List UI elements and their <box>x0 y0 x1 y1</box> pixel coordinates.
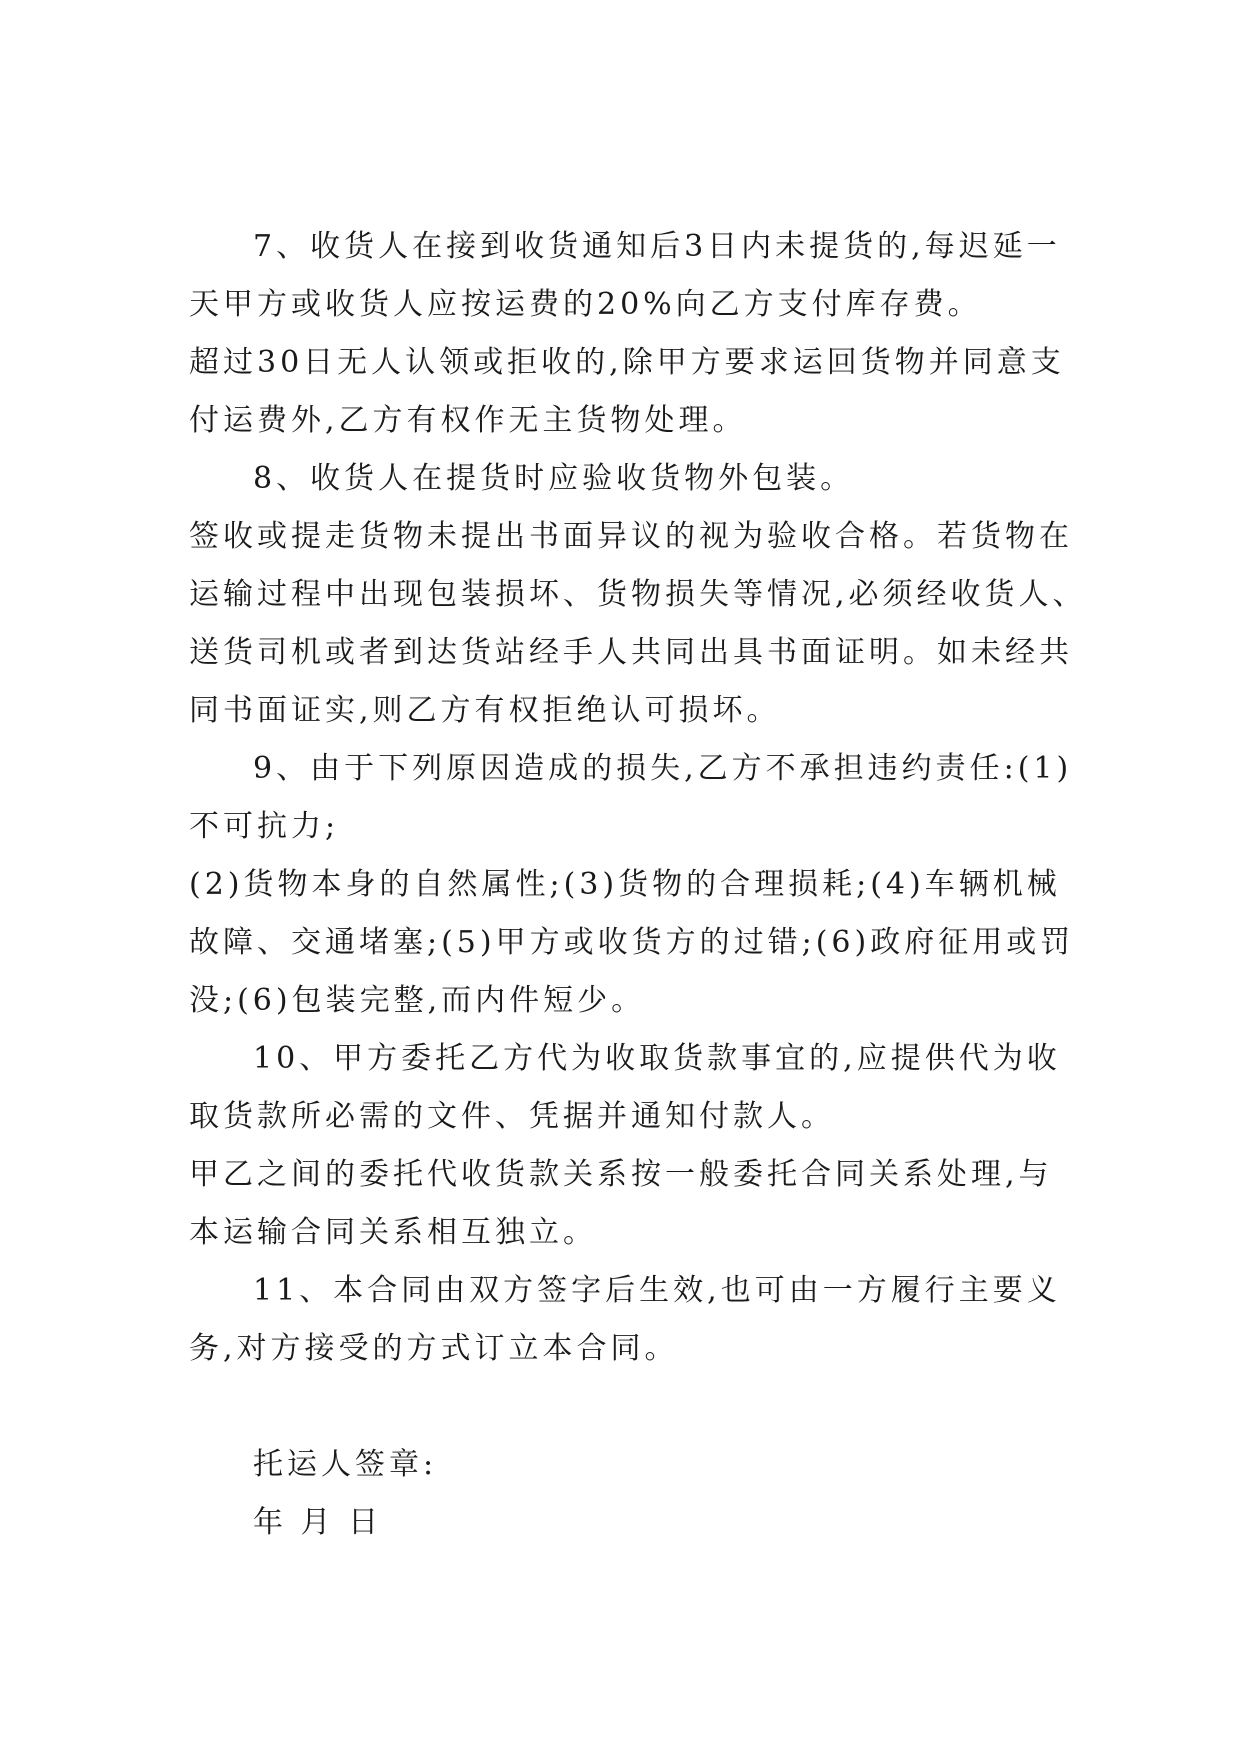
signature-date: 年 月 日 <box>253 1505 383 1540</box>
clause-11-line-2: 务,对方接受的方式订立本合同。 <box>189 1331 679 1366</box>
contract-clauses <box>189 218 1087 1378</box>
clause-7-line-2: 天甲方或收货人应按运费的20%向乙方支付库存费。 <box>189 287 982 322</box>
clause-9-line-1: 9、由于下列原因造成的损失,乙方不承担违约责任:(1) <box>253 751 1073 786</box>
clause-8-line-3: 运输过程中出现包装损坏、货物损失等情况,必须经收货人、 <box>189 577 1087 612</box>
clause-9-line-2: 不可抗力; <box>189 809 340 844</box>
clause-11-line-1: 11、本合同由双方签字后生效,也可由一方履行主要义 <box>253 1273 1061 1308</box>
clause-9-line-4: 故障、交通堵塞;(5)甲方或收货方的过错;(6)政府征用或罚 <box>189 925 1075 960</box>
clause-9-line-3: (2)货物本身的自然属性;(3)货物的合理损耗;(4)车辆机械 <box>189 867 1061 902</box>
clause-8-line-2: 签收或提走货物未提出书面异议的视为验收合格。若货物在 <box>189 519 1073 554</box>
clause-9-line-5: 没;(6)包装完整,而内件短少。 <box>189 983 646 1018</box>
clause-10-line-4: 本运输合同关系相互独立。 <box>189 1215 597 1250</box>
clause-10-line-2: 取货款所必需的文件、凭据并通知付款人。 <box>189 1099 835 1134</box>
document-page <box>189 218 1087 1698</box>
clause-7-line-1: 7、收货人在接到收货通知后3日内未提货的,每迟延一 <box>253 229 1061 264</box>
clause-10-line-1: 10、甲方委托乙方代为收取货款事宜的,应提供代为收 <box>253 1041 1061 1076</box>
clause-7-line-3: 超过30日无人认领或拒收的,除甲方要求运回货物并同意支 <box>189 345 1065 380</box>
clause-8-line-5: 同书面证实,则乙方有权拒绝认可损坏。 <box>189 693 781 728</box>
clause-8-line-1: 8、收货人在提货时应验收货物外包装。 <box>253 461 855 496</box>
spacer <box>189 1378 1049 1436</box>
shipper-signature-label: 托运人签章: <box>253 1447 438 1482</box>
clause-10-line-3: 甲乙之间的委托代收货款关系按一般委托合同关系处理,与 <box>189 1157 1053 1192</box>
clause-8-line-4: 送货司机或者到达货站经手人共同出具书面证明。如未经共 <box>189 635 1073 670</box>
clause-7-line-4: 付运费外,乙方有权作无主货物处理。 <box>189 403 747 438</box>
